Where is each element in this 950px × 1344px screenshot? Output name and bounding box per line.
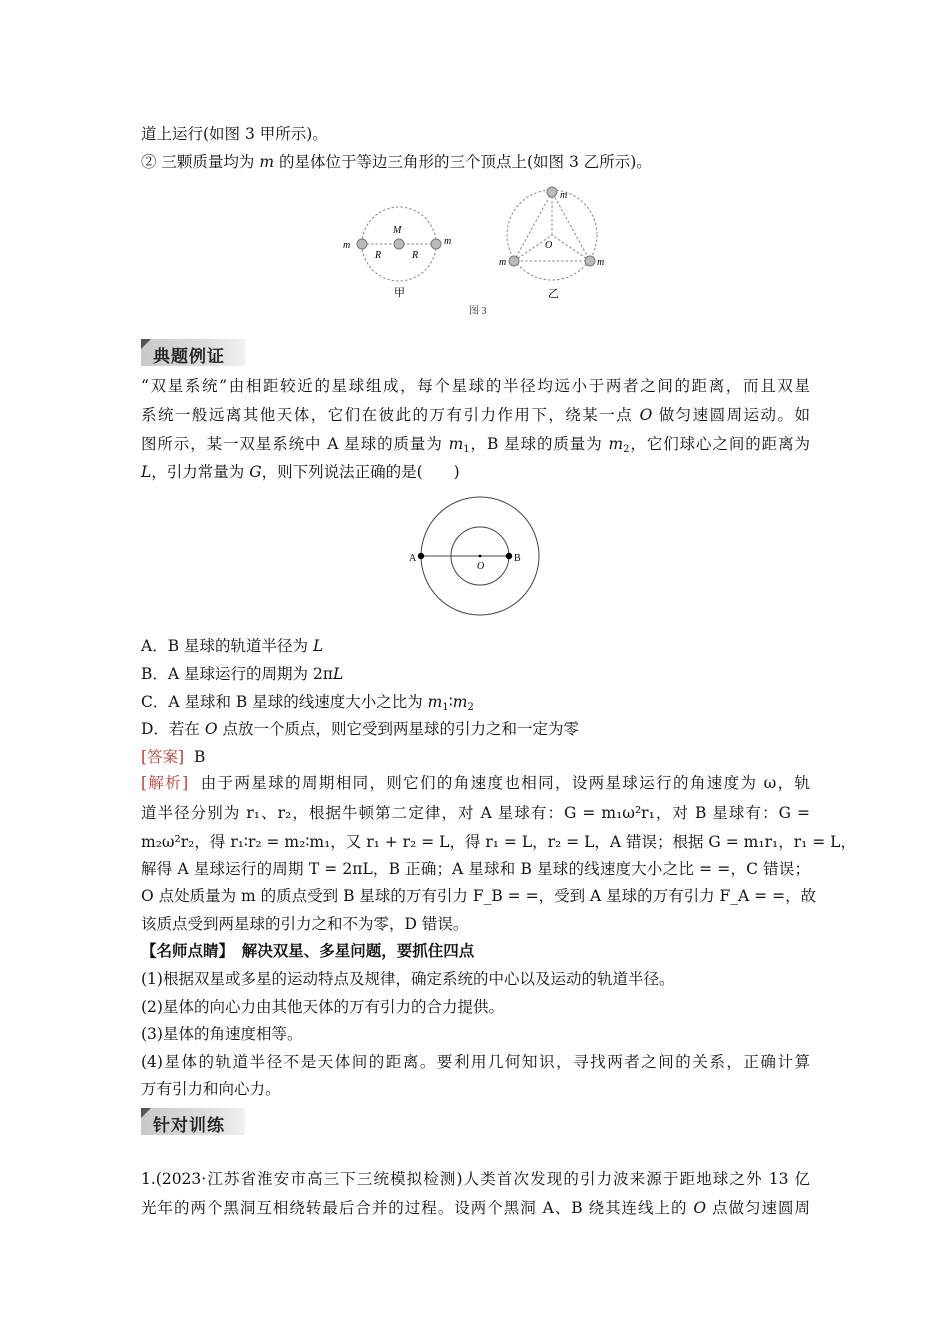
question-line-2: [141, 405, 810, 425]
var-m: m: [259, 153, 275, 171]
analysis-line-2: 道半径分别为 r₁、r₂，根据牛顿第二定律，对 A 星球有：G = m₁ω²r₁，对 B 星球有：G =: [141, 804, 810, 822]
text: C．A 星球和 B 星球的线速度大小之比为: [141, 693, 428, 711]
exercise-line-1: 1.(2023·江苏省淮安市高三下三统模拟检测)人类首次发现的引力波来源于距地球之外 13 亿: [141, 1170, 810, 1188]
label-M: M: [393, 225, 402, 236]
tips-point-2: (2)星体的向心力由其他天体的万有引力的合力提供。: [141, 998, 504, 1016]
tips-point-4b: 万有引力和向心力。: [141, 1080, 281, 1098]
sub: 2: [623, 444, 630, 455]
figure-caption: 图 3: [469, 306, 487, 317]
answer-label: [答案]: [141, 748, 185, 766]
label-R: R: [375, 250, 382, 261]
var-L: L: [333, 665, 344, 683]
label-m: m: [597, 257, 605, 268]
section-banner-training: [141, 1108, 245, 1135]
analysis-line-5: O 点处质量为 m 的质点受到 B 星球的万有引力 F_B = =，受到 A 星球的万有引力 F_A = =，故: [141, 887, 817, 905]
label-m: m: [343, 240, 351, 251]
question-line-3: [141, 434, 810, 454]
tips-point-1: (1)根据双星或多星的运动特点及规律，确定系统的中心以及运动的轨道半径。: [141, 970, 675, 988]
tips-point-4a: (4)星体的轨道半径不是天体间的距离。要利用几何知识，寻找两者之间的关系，正确计算: [141, 1053, 810, 1071]
star-right: [431, 239, 441, 249]
star-left: [357, 239, 367, 249]
intro-text: ② 三颗质量均为: [141, 153, 260, 171]
section-title: 针对训练: [153, 1116, 225, 1136]
text: ，B 星球的质量为: [469, 435, 609, 453]
var-m: m: [448, 435, 464, 453]
var-G: G: [249, 463, 262, 481]
center-O: [479, 555, 482, 558]
label-m: m: [444, 236, 452, 247]
sub: 2: [467, 702, 474, 713]
var-L: L: [312, 637, 324, 655]
label-m: m: [560, 190, 568, 201]
text: ∶: [448, 693, 453, 711]
var-O: O: [204, 720, 218, 738]
sub: 1: [442, 702, 449, 713]
analysis-line-1: [141, 773, 810, 793]
text: B．A 星球运行的周期为 2π: [141, 665, 333, 683]
analysis-line-3: m₂ω²r₂，得 r₁∶r₂ = m₂∶m₁，又 r₁ + r₂ = L，得 r₁ = L，r₂ = L，A 错误；根据 G = m₁r₁，r₁ = L，: [141, 833, 856, 851]
answer-value: B: [193, 748, 206, 766]
var-O: O: [639, 406, 653, 424]
tips-title: 【名师点睛】 解决双星、多星问题，要抓住四点: [141, 941, 475, 960]
text: ，引力常量为: [151, 463, 250, 481]
question-line-4: [141, 462, 460, 482]
text: 图所示，某一双星系统中 A 星球的质量为: [141, 435, 449, 453]
text: ，则下列说法正确的是( ): [261, 463, 460, 481]
intro-line-2: [141, 152, 652, 172]
text: 点放一个质点，则它受到两星球的引力之和一定为零: [217, 720, 580, 738]
intro-text: 的星体位于等边三角形的三个顶点上(如图 3 乙所示)。: [274, 153, 652, 171]
exercise-line-2: [141, 1198, 810, 1218]
question-line-1: “双星系统”由相距较近的星球组成，每个星球的半径均远小于两者之间的距离，而且双星: [141, 377, 810, 395]
text: 点做匀速圆周: [706, 1199, 810, 1217]
var-O: O: [693, 1199, 707, 1217]
star-bottom-left: [509, 256, 519, 266]
answer-line: [141, 747, 205, 767]
var-m: m: [427, 693, 443, 711]
text: A．B 星球的轨道半径为: [141, 637, 313, 655]
label-R: R: [412, 250, 419, 261]
label-m: m: [499, 257, 507, 268]
var-m: m: [608, 435, 624, 453]
option-A: [141, 636, 323, 656]
label-jia: 甲: [394, 287, 405, 299]
star-center: [394, 239, 404, 249]
var-L: L: [141, 463, 152, 481]
section-title: 典题例证: [153, 347, 225, 367]
text: 系统一般远离其他天体，它们在彼此的万有引力作用下，绕某一点: [141, 406, 640, 424]
label-yi: 乙: [548, 288, 559, 300]
tips-point-3: (3)星体的角速度相等。: [141, 1025, 303, 1043]
var-m: m: [452, 693, 468, 711]
figure-3: [330, 185, 620, 320]
text: ，它们球心之间的距离为: [629, 435, 810, 453]
intro-line-1: 道上运行(如图 3 甲所示)。: [141, 125, 328, 143]
section-banner-examples: [141, 339, 245, 366]
label-O: O: [477, 561, 485, 572]
analysis-text: 由于两星球的周期相同，则它们的角速度也相同，设两星球运行的角速度为 ω，轨: [200, 774, 810, 792]
label-B: B: [514, 553, 521, 564]
option-B: [141, 664, 343, 684]
text: D．若在: [141, 720, 205, 738]
star-bottom-right: [585, 256, 595, 266]
binary-star-figure: [400, 494, 560, 620]
option-D: [141, 719, 579, 739]
option-C: [141, 692, 474, 712]
analysis-line-6: 该质点受到两星球的引力之和不为零，D 错误。: [141, 915, 469, 933]
star-top: [547, 187, 557, 197]
analysis-label: [解析]: [141, 774, 189, 792]
analysis-line-4: 解得 A 星球运行的周期 T = 2πL，B 正确；A 星球和 B 星球的线速度大小之比 = =，C 错误；: [141, 860, 810, 878]
text: 做匀速圆周运动。如: [652, 406, 810, 424]
star-B: [506, 553, 512, 559]
label-A: A: [409, 553, 417, 564]
sub: 1: [463, 444, 470, 455]
label-O: O: [545, 240, 553, 251]
text: 光年的两个黑洞互相绕转最后合并的过程。设两个黑洞 A、B 绕其连线上的: [141, 1199, 694, 1217]
star-A: [418, 553, 424, 559]
